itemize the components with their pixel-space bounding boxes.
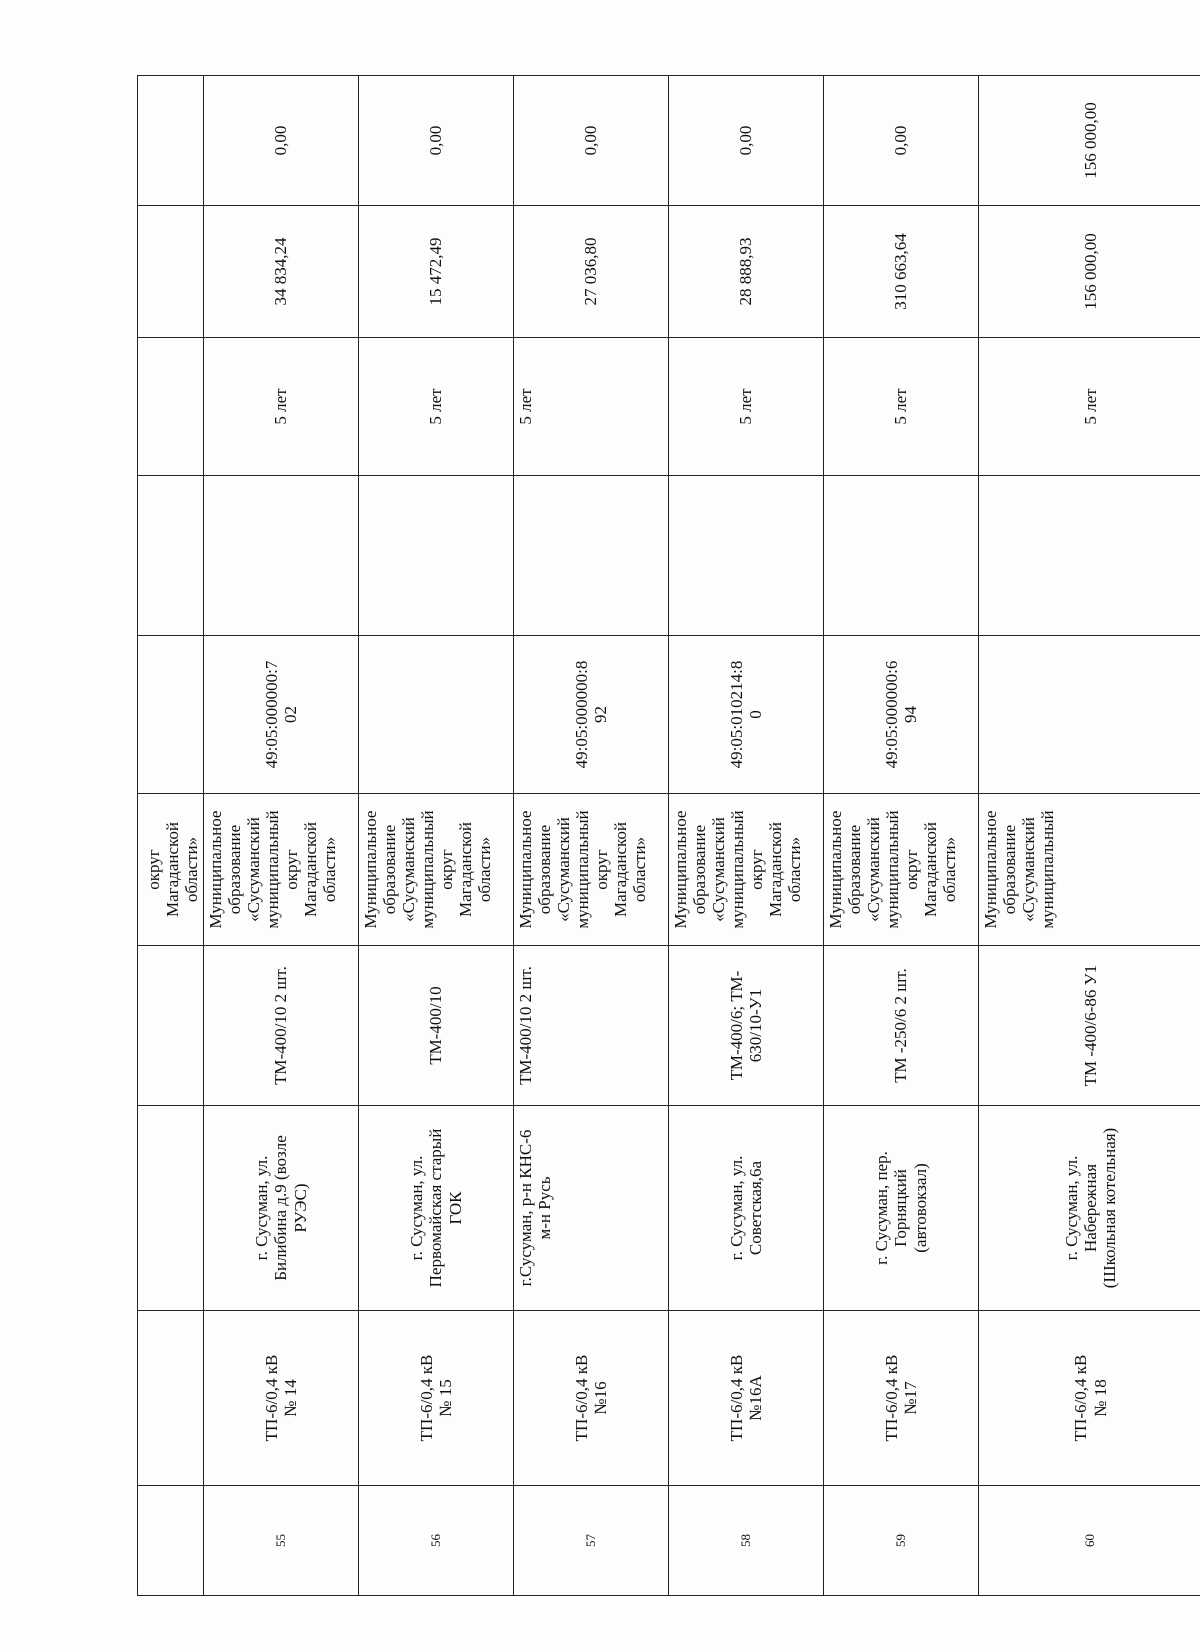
table-row bbox=[514, 76, 669, 1596]
cell-address: г. Сусуман, ул. Первомайская старый ГОК bbox=[359, 1106, 514, 1311]
cell-address: г. Сусуман, ул. Набережная (Школьная котельная) bbox=[979, 1106, 1200, 1311]
cell-value-1: 27 036,80 bbox=[514, 206, 669, 338]
cell-address: г. Сусуман, ул. Билибина д.9 (возле РУЭС) bbox=[204, 1106, 359, 1311]
cell-empty bbox=[138, 338, 204, 476]
cell-owner: Муниципальное образование «Сусуманский муниципальный округ Магаданской области» bbox=[359, 794, 514, 946]
cell-value-2: 156 000,00 bbox=[979, 76, 1200, 206]
cell-term: 5 лет bbox=[204, 338, 359, 476]
cell-owner: Муниципальное образование «Сусуманский муниципальный bbox=[979, 794, 1200, 946]
cell-equipment: ТМ-400/10 bbox=[359, 946, 514, 1106]
cell-value-2: 0,00 bbox=[359, 76, 514, 206]
cell-blank bbox=[824, 476, 979, 636]
cell-empty bbox=[138, 946, 204, 1106]
cell-equipment: ТМ -400/6-86 У1 bbox=[979, 946, 1200, 1106]
cell-value-1: 34 834,24 bbox=[204, 206, 359, 338]
table-row bbox=[669, 76, 824, 1596]
table-row bbox=[979, 76, 1200, 1596]
cell-value-2: 0,00 bbox=[824, 76, 979, 206]
cell-name: ТП-6/0,4 кВ №16А bbox=[669, 1311, 824, 1486]
cell-cadastral: 49:05:000000:8 92 bbox=[514, 636, 669, 794]
cell-num: 58 bbox=[669, 1486, 824, 1596]
property-table bbox=[137, 75, 1200, 1596]
cell-blank bbox=[669, 476, 824, 636]
cell-value-2: 0,00 bbox=[204, 76, 359, 206]
cell-equipment: ТМ-400/10 2 шт. bbox=[514, 946, 669, 1106]
cell-owner: Муниципальное образование «Сусуманский муниципальный округ Магаданской области» bbox=[824, 794, 979, 946]
cell-num: 59 bbox=[824, 1486, 979, 1596]
cell-blank bbox=[204, 476, 359, 636]
cell-num: 55 bbox=[204, 1486, 359, 1596]
cell-empty bbox=[138, 76, 204, 206]
cell-empty bbox=[138, 636, 204, 794]
cell-empty bbox=[138, 476, 204, 636]
cell-value-2: 0,00 bbox=[669, 76, 824, 206]
cell-blank bbox=[979, 476, 1200, 636]
cell-value-1: 310 663,64 bbox=[824, 206, 979, 338]
cell-address: г. Сусуман, ул. Советская,6а bbox=[669, 1106, 824, 1311]
cell-term: 5 лет bbox=[359, 338, 514, 476]
cell-owner-tail: округ Магаданской области» bbox=[138, 794, 204, 946]
cell-cadastral bbox=[979, 636, 1200, 794]
cell-value-1: 28 888,93 bbox=[669, 206, 824, 338]
cell-name: ТП-6/0,4 кВ № 14 bbox=[204, 1311, 359, 1486]
table-row bbox=[824, 76, 979, 1596]
cell-value-1: 156 000,00 bbox=[979, 206, 1200, 338]
cell-empty bbox=[138, 1106, 204, 1311]
cell-cadastral: 49:05:000000:6 94 bbox=[824, 636, 979, 794]
cell-address: г.Сусуман, р-н КНС-6 м-н Русь bbox=[514, 1106, 669, 1311]
cell-num: 60 bbox=[979, 1486, 1200, 1596]
cell-name: ТП-6/0,4 кВ № 18 bbox=[979, 1311, 1200, 1486]
cell-empty bbox=[138, 1311, 204, 1486]
cell-num: 56 bbox=[359, 1486, 514, 1596]
table-row bbox=[359, 76, 514, 1596]
cell-value-1: 15 472,49 bbox=[359, 206, 514, 338]
cell-num: 57 bbox=[514, 1486, 669, 1596]
cell-owner: Муниципальное образование «Сусуманский муниципальный округ Магаданской области» bbox=[669, 794, 824, 946]
rotated-table-frame bbox=[137, 76, 1120, 1596]
cell-cadastral: 49:05:000000:7 02 bbox=[204, 636, 359, 794]
cell-name: ТП-6/0,4 кВ № 15 bbox=[359, 1311, 514, 1486]
table-row-header-continuation bbox=[138, 76, 204, 1596]
cell-equipment: ТМ-400/6; ТМ- 630/10-У1 bbox=[669, 946, 824, 1106]
cell-cadastral bbox=[359, 636, 514, 794]
cell-term: 5 лет bbox=[979, 338, 1200, 476]
cell-empty bbox=[138, 1486, 204, 1596]
rotated-table-inner bbox=[137, 76, 1120, 1596]
cell-owner: Муниципальное образование «Сусуманский муниципальный округ Магаданской области» bbox=[514, 794, 669, 946]
cell-term: 5 лет bbox=[824, 338, 979, 476]
cell-name: ТП-6/0,4 кВ №17 bbox=[824, 1311, 979, 1486]
table-row bbox=[204, 76, 359, 1596]
cell-cadastral: 49:05:010214:8 0 bbox=[669, 636, 824, 794]
cell-value-2: 0,00 bbox=[514, 76, 669, 206]
cell-equipment: ТМ -250/6 2 шт. bbox=[824, 946, 979, 1106]
cell-equipment: ТМ-400/10 2 шт. bbox=[204, 946, 359, 1106]
cell-owner: Муниципальное образование «Сусуманский муниципальный округ Магаданской области» bbox=[204, 794, 359, 946]
cell-term: 5 лет bbox=[669, 338, 824, 476]
cell-term: 5 лет bbox=[514, 338, 669, 476]
cell-blank bbox=[359, 476, 514, 636]
cell-address: г. Сусуман, пер. Горняцкий (автовокзал) bbox=[824, 1106, 979, 1311]
cell-name: ТП-6/0,4 кВ №16 bbox=[514, 1311, 669, 1486]
cell-blank bbox=[514, 476, 669, 636]
cell-empty bbox=[138, 206, 204, 338]
